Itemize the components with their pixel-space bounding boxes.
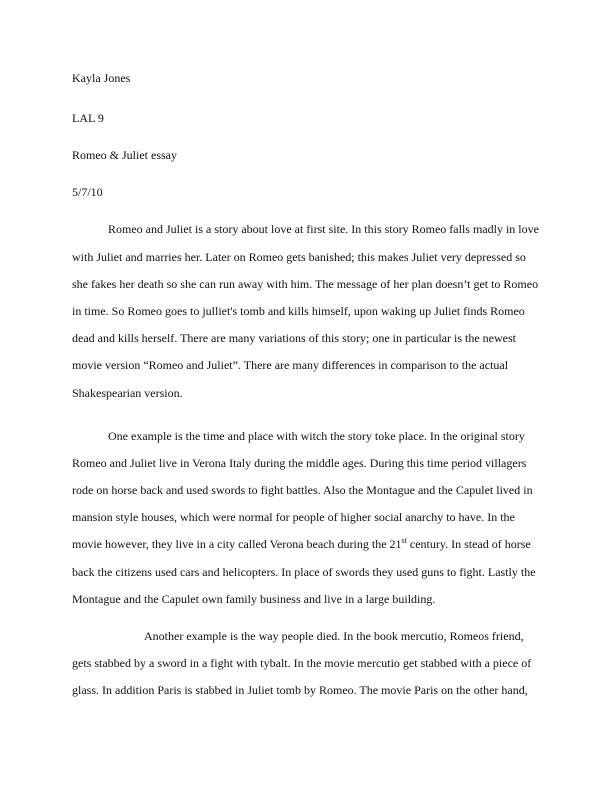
paragraph-2-line-3: rode on horse back and used swords to fight battles. Also the Montague and the Capulet lived in [72, 483, 533, 497]
paragraph-1-line-3: she fakes her death so she can run away with him. The message of her plan doesn’t get to Romeo [72, 277, 539, 291]
paragraph-1-line-5: dead and kills herself. There are many variations of this story; one in particular is the newest [72, 331, 516, 345]
paragraph-1-line-4: in time. So Romeo goes to julliet's tomb and kills himself, upon waking up Juliet finds Romeo [72, 304, 525, 318]
essay-date: 5/7/10 [72, 185, 103, 199]
paragraph-2-line-2: Romeo and Juliet live in Verona Italy during the middle ages. During this time period villagers [72, 456, 527, 470]
paragraph-1-line-1: Romeo and Juliet is a story about love at first site. In this story Romeo falls madly in love [108, 222, 539, 236]
paragraph-2-line-1: One example is the time and place with witch the story toke place. In the original story [108, 429, 525, 443]
paragraph-2-line-5-start: movie however, they live in a city called Verona beach during the 21 [72, 537, 402, 551]
paragraph-2-line-5-end: century. In stead of horse [406, 537, 531, 551]
paragraph-3-line-1: Another example is the way people died. In the book mercutio, Romeos friend, [144, 629, 524, 643]
paragraph-2-line-4: mansion style houses, which were normal for people of higher social anarchy to have. In the [72, 510, 515, 524]
paragraph-1-line-7: Shakespearian version. [72, 386, 183, 400]
essay-title: Romeo & Juliet essay [72, 148, 177, 162]
paragraph-2-line-7: Montague and the Capulet own family business and live in a large building. [72, 592, 436, 606]
ordinal-suffix: st [401, 536, 407, 545]
class-name: LAL 9 [72, 111, 104, 125]
paragraph-2-line-5 [72, 537, 531, 551]
author-name: Kayla Jones [72, 71, 131, 85]
paragraph-3-line-3: glass. In addition Paris is stabbed in Juliet tomb by Romeo. The movie Paris on the other hand, [72, 683, 528, 697]
paragraph-3-line-2: gets stabbed by a sword in a fight with tybalt. In the movie mercutio get stabbed with a piece of [72, 656, 532, 670]
paragraph-1-line-6: movie version “Romeo and Juliet”. There are many differences in comparison to the actual [72, 358, 509, 372]
paragraph-2-line-6: back the citizens used cars and helicopters. In place of swords they used guns to fight. Lastly the [72, 565, 536, 579]
paragraph-1-line-2: with Juliet and marries her. Later on Romeo gets banished; this makes Juliet very depressed so [72, 250, 526, 264]
